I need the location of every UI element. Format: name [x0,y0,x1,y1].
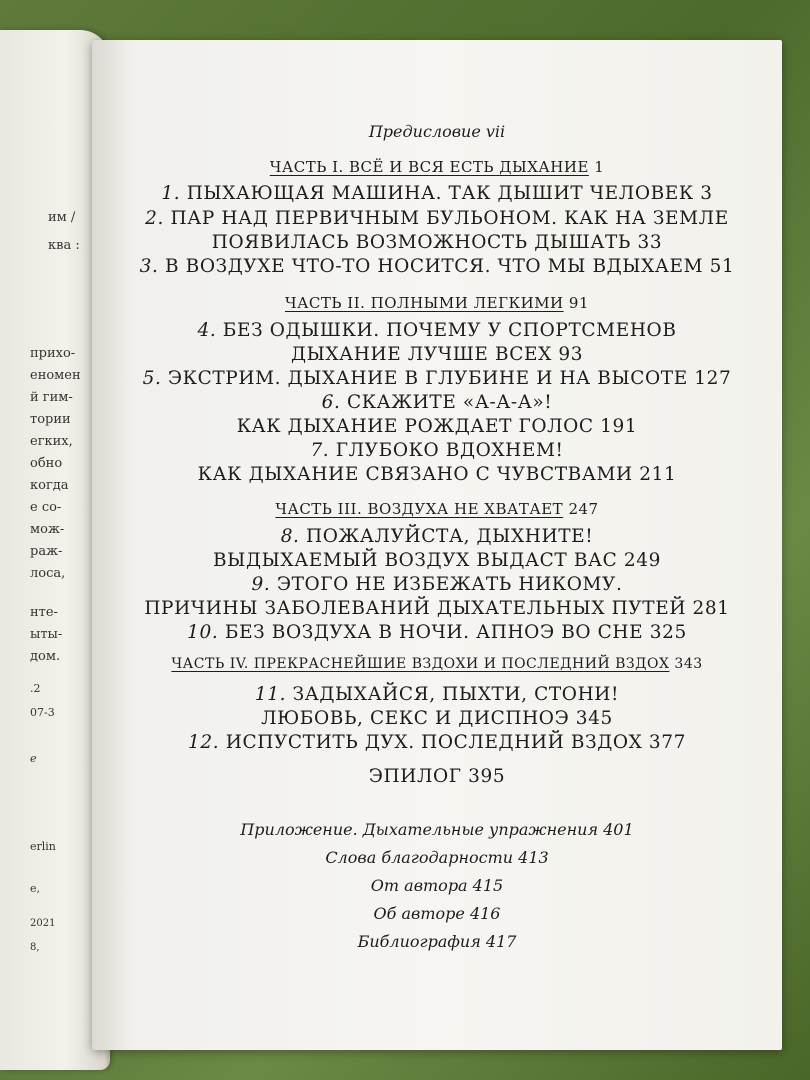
left-fragment: прихо- [30,346,76,361]
toc-bibliography: Библиография 417 [357,932,517,951]
toc-chapter [92,208,782,229]
toc-chapter-cont: ДЫХАНИЕ ЛУЧШЕ ВСЕХ 93 [290,344,584,365]
left-fragment: мож- [30,522,65,537]
left-fragment: ква : [48,238,80,253]
toc-epilogue: ЭПИЛОГ 395 [368,766,506,787]
left-fragment: егких, [30,434,73,449]
left-fragment: й гим- [30,390,73,405]
toc-chapter-cont: КАК ДЫХАНИЕ РОЖДАЕТ ГОЛОС 191 [236,416,638,437]
toc-preface: Предисловие vii [368,122,506,141]
chapter-number: 9. [251,574,271,595]
chapter-number: 12. [188,732,220,753]
chapter-title: СКАЖИТЕ «А-А-А»! [347,392,553,413]
toc-chapter [92,574,782,595]
chapter-number: 6. [321,392,341,413]
toc-chapter [92,256,782,277]
chapter-title: БЕЗ ВОЗДУХА В НОЧИ. АПНОЭ ВО СНЕ 325 [224,622,687,643]
toc-chapter [92,392,782,413]
chapter-number: 10. [187,622,219,643]
chapter-title: БЕЗ ОДЫШКИ. ПОЧЕМУ У СПОРТСМЕНОВ [222,320,677,341]
left-fragment: раж- [30,544,63,559]
toc-chapter [92,732,782,753]
left-fragment: тории [30,412,71,427]
part-page: 343 [674,656,703,672]
chapter-title: ПАР НАД ПЕРВИЧНЫМ БУЛЬОНОМ. КАК НА ЗЕМЛЕ [170,208,729,229]
left-fragment: обно [30,456,63,471]
toc-about-author: Об авторе 416 [373,904,501,923]
book-page [92,40,782,1050]
part-page: 1 [594,158,605,176]
part-page: 247 [568,500,599,518]
chapter-number: 11. [254,684,287,705]
left-fragment: ыты- [30,627,63,642]
chapter-title: ПОЖАЛУЙСТА, ДЫХНИТЕ! [306,526,594,547]
chapter-title: ЭТОГО НЕ ИЗБЕЖАТЬ НИКОМУ. [276,574,623,595]
left-fragment: e [30,752,37,765]
chapter-title: ЗАДЫХАЙСЯ, ПЫХТИ, СТОНИ! [292,684,620,705]
left-fragment: им / [48,210,76,225]
chapter-number: 3. [139,256,159,277]
chapter-number: 5. [142,368,162,389]
left-fragment: е со- [30,500,62,515]
left-fragment: дом. [30,649,61,664]
chapter-number: 4. [197,320,217,341]
toc-from-author: От автора 415 [370,876,504,895]
chapter-title: ПЫХАЮЩАЯ МАШИНА. ТАК ДЫШИТ ЧЕЛОВЕК 3 [186,183,713,204]
left-fragment: .2 [30,682,41,695]
left-fragment: e, [30,882,41,895]
left-fragment: нте- [30,605,58,620]
chapter-number: 8. [280,526,300,547]
left-fragment: 07-3 [30,706,55,719]
toc-thanks: Слова благодарности 413 [325,848,549,867]
toc-part-heading [92,656,782,672]
chapter-title: ИСПУСТИТЬ ДУХ. ПОСЛЕДНИЙ ВЗДОХ 377 [225,732,686,753]
toc-chapter-cont: ЛЮБОВЬ, СЕКС И ДИСПНОЭ 345 [261,708,613,729]
toc-chapter [92,440,782,461]
toc-chapter-cont: КАК ДЫХАНИЕ СВЯЗАНО С ЧУВСТВАМИ 211 [197,464,677,485]
toc-chapter [92,622,782,643]
chapter-number: 7. [310,440,330,461]
chapter-title: ЭКСТРИМ. ДЫХАНИЕ В ГЛУБИНЕ И НА ВЫСОТЕ 127 [167,368,732,389]
table-of-contents [92,40,782,1050]
chapter-title: ГЛУБОКО ВДОХНЕМ! [335,440,564,461]
toc-part-heading [92,158,782,176]
toc-chapter-cont: ВЫДЫХАЕМЫЙ ВОЗДУХ ВЫДАСТ ВАС 249 [212,550,661,571]
part-title: ЧАСТЬ I. ВСЁ И ВСЯ ЕСТЬ ДЫХАНИЕ [269,158,589,176]
toc-chapter [92,368,782,389]
toc-appendix: Приложение. Дыхательные упражнения 401 [240,820,634,839]
part-title: ЧАСТЬ II. ПОЛНЫМИ ЛЕГКИМИ [284,294,564,312]
chapter-number: 1. [161,183,181,204]
toc-chapter [92,183,782,204]
left-fragment: 8, [30,942,40,953]
chapter-number: 2. [145,208,165,229]
toc-part-heading [92,500,782,518]
left-fragment: лоса, [30,566,66,581]
left-fragment: 2021 [30,918,56,929]
part-title: ЧАСТЬ IV. ПРЕКРАСНЕЙШИЕ ВЗДОХИ И ПОСЛЕДНИЙ ВЗДОХ [171,656,670,672]
toc-chapter-cont: ПОЯВИЛАСЬ ВОЗМОЖНОСТЬ ДЫШАТЬ 33 [211,232,663,253]
part-page: 91 [568,294,590,312]
toc-chapter [92,684,782,705]
left-fragment: erlin [30,840,56,853]
toc-part-heading [92,294,782,312]
toc-chapter-cont: ПРИЧИНЫ ЗАБОЛЕВАНИЙ ДЫХАТЕЛЬНЫХ ПУТЕЙ 281 [144,598,730,619]
toc-chapter [92,320,782,341]
left-fragment: когда [30,478,69,493]
part-title: ЧАСТЬ III. ВОЗДУХА НЕ ХВАТАЕТ [275,500,564,518]
toc-chapter [92,526,782,547]
chapter-title: В ВОЗДУХЕ ЧТО-ТО НОСИТСЯ. ЧТО МЫ ВДЫХАЕМ 51 [164,256,735,277]
left-fragment: еномен [30,368,81,383]
